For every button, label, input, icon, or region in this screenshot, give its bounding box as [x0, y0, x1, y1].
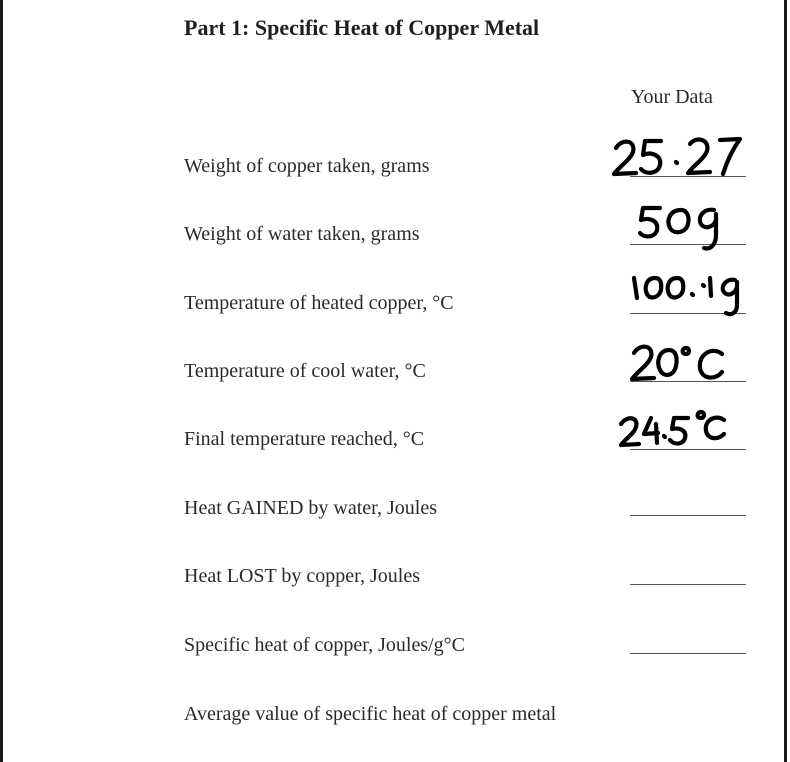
handwritten-answers: [600, 120, 780, 470]
left-border: [0, 0, 3, 762]
handwritten-cool-water-temp: [632, 347, 722, 379]
label-heat-lost: Heat LOST by copper, Joules: [184, 565, 421, 587]
answer-line-heat-lost[interactable]: [630, 584, 746, 585]
label-specific-heat: Specific heat of copper, Joules/g°C: [184, 634, 466, 656]
handwritten-water-weight: [640, 208, 716, 248]
handwritten-heated-copper-temp: [634, 278, 737, 314]
column-header-your-data: Your Data: [631, 86, 713, 108]
answer-line-specific-heat[interactable]: [630, 653, 746, 654]
section-title: Part 1: Specific Heat of Copper Metal: [184, 15, 540, 40]
label-average-specific-heat: Average value of specific heat of copper metal: [184, 703, 557, 725]
answer-line-heat-gained[interactable]: [630, 515, 746, 516]
label-heated-copper-temp: Temperature of heated copper, °C: [184, 292, 454, 314]
handwritten-final-temp: [621, 412, 724, 445]
label-final-temp: Final temperature reached, °C: [184, 428, 425, 450]
right-border: [784, 0, 787, 762]
label-water-weight: Weight of water taken, grams: [184, 223, 420, 245]
label-cool-water-temp: Temperature of cool water, °C: [184, 360, 426, 382]
handwritten-copper-weight: [614, 139, 740, 174]
label-heat-gained: Heat GAINED by water, Joules: [184, 497, 438, 519]
label-copper-weight: Weight of copper taken, grams: [184, 155, 430, 177]
